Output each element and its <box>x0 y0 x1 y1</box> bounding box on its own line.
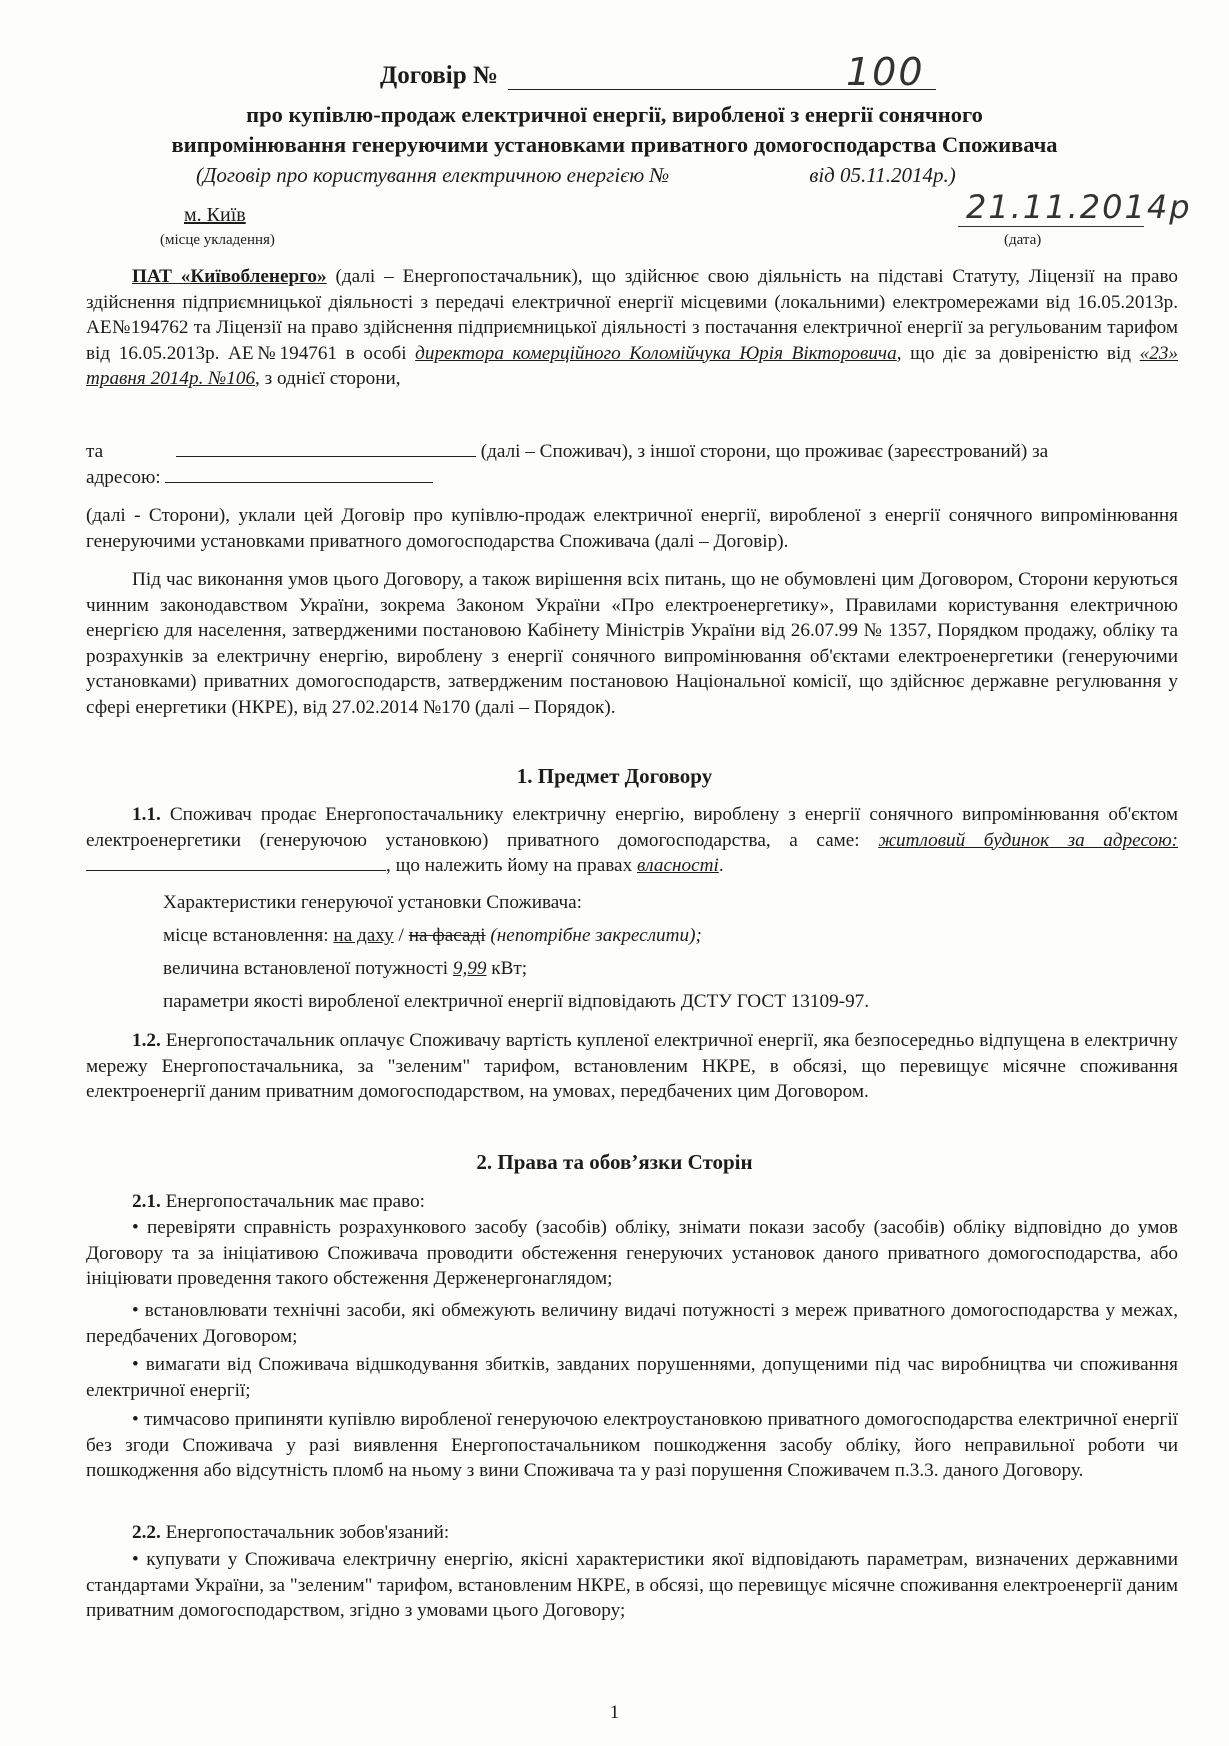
right-bullet-2-text: встановлювати технічні засоби, які обмежують величину видачі потужності з мереж приватного домогосподарства у межах, передбачених Договором; <box>86 1300 1179 1347</box>
clause-1-1-text-b: , що належить йому на правах <box>386 855 637 876</box>
address-line <box>86 464 1178 491</box>
city: м. Київ <box>184 204 246 226</box>
reference-prefix: (Договір про користування електричною енергією № <box>196 163 670 187</box>
clause-2-1-text: Енергопостачальник має право: <box>160 1191 425 1212</box>
right-bullet-1 <box>86 1215 1178 1292</box>
right-bullet-1-text: перевіряти справність розрахункового засобу (засобів) обліку, знімати покази засобу (засобів) обліку відповідно до умов Договору та за ініціативою Споживача проводити обстеження генеруючих установок даного приватного домогосподарства, або ініціювати проведення такого обстеження Держенергонаглядом; <box>86 1217 1178 1289</box>
date-caption: (дата) <box>1004 232 1042 248</box>
consumer-text: (далі – Споживач), з іншої сторони, що проживає (зареєстрований) за <box>480 441 1049 462</box>
company-name: ПАТ «Київобленерго» <box>132 266 327 287</box>
right-bullet-4-text: тимчасово припиняти купівлю виробленої генеруючою електроустановкою приватного домогосподарства електричної енергії без згоди Споживача у разі виявлення Енергопостачальником пошкодження засобу обліку, його неправильної роботи чи пошкодження або відсутність пломб на ньому з вини Споживача та у разі порушення Споживачем п.3.3. даного Договору. <box>86 1409 1179 1481</box>
place-roof: на даху <box>333 925 394 946</box>
installation-place <box>163 925 702 947</box>
clause-2-2 <box>86 1520 1178 1546</box>
preamble-text-b: , що діє за довіреністю від <box>896 342 1140 364</box>
contract-label: Договір № <box>380 62 499 89</box>
date-line <box>958 226 1144 227</box>
preamble-paragraph <box>86 264 1178 392</box>
consumer-and: та <box>86 441 104 462</box>
clause-2-1 <box>86 1189 1178 1215</box>
right-bullet-4 <box>86 1407 1178 1484</box>
place-note: (непотрібне закреслити); <box>485 925 702 946</box>
reference-suffix: від 05.11.2014р.) <box>809 163 956 187</box>
consumer-name-blank <box>176 438 476 457</box>
installed-power-value: 9,99 <box>452 958 487 979</box>
clause-2-2-number: 2.2. <box>132 1522 161 1543</box>
parties-paragraph: (далі - Сторони), уклали цей Договір про купівлю-продаж електричної енергії, виробленої з енергії сонячного випромінювання генеруючими установками приватного домогосподарства Споживача (далі – Договір). <box>86 505 1178 552</box>
address-blank <box>165 464 433 483</box>
clause-1-1-end: . <box>718 855 724 876</box>
clause-2-2-text: Енергопостачальник зобов'язаний: <box>160 1522 450 1543</box>
bullet: • <box>132 1217 139 1238</box>
city-caption: (місце укладення) <box>160 232 275 248</box>
installed-power-label: величина встановленої потужності <box>163 958 453 979</box>
clause-1-1-number: 1.1. <box>132 804 161 825</box>
page-number: 1 <box>609 1702 620 1723</box>
quality-parameters: параметри якості виробленої електричної енергії відповідають ДСТУ ГОСТ 13109-97. <box>163 991 870 1012</box>
consumer-paragraph <box>86 438 1178 465</box>
place-separator: / <box>393 925 409 946</box>
clause-1-1 <box>86 802 1178 879</box>
clause-2-1-number: 2.1. <box>132 1191 161 1212</box>
ownership-type: власності <box>636 855 719 876</box>
address-label: адресою: <box>86 467 161 488</box>
right-bullet-2 <box>86 1298 1178 1349</box>
installed-power-unit: кВт; <box>486 958 528 979</box>
clause-1-2-number: 1.2. <box>132 1030 161 1051</box>
place-facade: на фасаді <box>408 925 486 946</box>
bullet: • <box>132 1300 139 1321</box>
house-address-label: житловий будинок за адресою: <box>878 829 1178 851</box>
power-of-attorney: «23» травня 2014р. №106 <box>86 342 1178 389</box>
legislation-paragraph: Під час виконання умов цього Договору, а також вирішення всіх питань, що не обумовлені цим Договором, Сторони керуються чинним законодавством України, зокрема Законом України «Про електроенергетику», Правилами користування електричною енергією для населення, затвердженими постановою Кабінету Міністрів України від 26.07.99 № 1357, Порядком продажу, обліку та розрахунків за електричну енергію, вироблену з енергії сонячного випромінювання об'єктами електроенергетики (генеруючими установками) приватних домогосподарств, затвердженим постановою Національної комісії, що здійснює державне регулювання у сфері енергетики (НКРЕ), від 27.02.2014 №170 (далі – Порядок). <box>86 569 1178 718</box>
characteristics-title: Характеристики генеруючої установки Споживача: <box>163 892 583 913</box>
right-bullet-3 <box>86 1352 1178 1403</box>
installed-power <box>163 958 527 980</box>
installation-place-label: місце встановлення: <box>163 925 334 946</box>
clause-1-2-text: Енергопостачальник оплачує Споживачу вартість купленої електричної енергії, яка безпосередньо відпущена в електричну мережу Енергопостачальника, за "зеленим" тарифом, встановленим НКРЕ, в обсязі, що перевищує місячне споживання електроенергії даним приватним домогосподарством, на умовах, передбачених цим Договором. <box>86 1030 1178 1102</box>
clause-1-1-text: Споживач продає Енергопостачальнику електричну енергію, вироблену з енергії сонячного випромінювання об'єктом електроенергетики (генеруючою установкою) приватного домогосподарства, а саме: <box>86 804 1178 851</box>
contract-number-handwritten: 100 <box>846 50 925 94</box>
preamble-text-a: (далі – Енергопостачальник), що здійснює свою діяльність на підставі Статуту, Ліцензії на право здійснення підприємницької діяльності з передачі електричної енергії місцевими (локальними) електромережами від 16.05.2013р. АЕ№194762 та Ліцензії на право здійснення підприємницької діяльності з постачання електричної енергії за регульованим тарифом від 16.05.2013р. АЕ№194761 в особі <box>86 266 1179 364</box>
right-bullet-3-text: вимагати від Споживача відшкодування збитків, завданих порушеннями, допущеними під час виробництва чи споживання електричної енергії; <box>86 1354 1178 1401</box>
preamble-text-c: , з однієї сторони, <box>255 368 401 389</box>
contract-subtitle-line1: про купівлю-продаж електричної енергії, виробленої з енергії сонячного <box>246 102 983 127</box>
section1-heading: 1. Предмет Договору <box>516 764 713 788</box>
bullet: • <box>132 1354 139 1375</box>
bullet: • <box>132 1409 139 1430</box>
date-handwritten: 21.11.2014р <box>966 188 1192 226</box>
representative: директора комерційного Коломійчука Юрія Вікторовича <box>415 342 897 364</box>
contract-subtitle-line2: випромінювання генеруючими установками приватного домогосподарства Споживача <box>171 132 1058 157</box>
duty-bullet-1 <box>86 1547 1178 1624</box>
section2-heading: 2. Права та обов’язки Сторін <box>476 1150 753 1174</box>
house-address-blank <box>86 854 386 871</box>
bullet: • <box>132 1549 139 1570</box>
duty-bullet-1-text: купувати у Споживача електричну енергію, якісні характеристики якої відповідають параметрам, визначених державними стандартами України, за "зеленим" тарифом, встановленим НКРЕ, в обсязі, що перевищує місячне споживання електроенергії даним приватним домогосподарством, згідно з умовами цього Договору; <box>86 1549 1178 1621</box>
clause-1-2 <box>86 1028 1178 1105</box>
contract-reference <box>196 163 956 188</box>
